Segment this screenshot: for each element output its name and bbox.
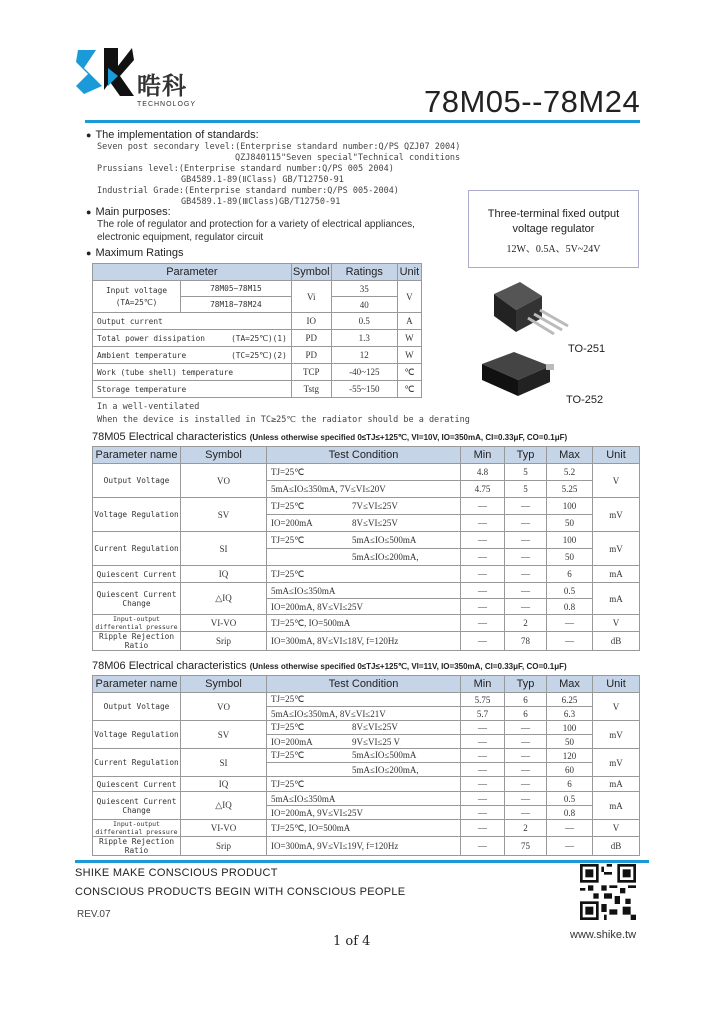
table-cell: IO=200mA 8V≤VI≤25V: [267, 515, 461, 532]
revision-label: REV.07: [77, 909, 111, 920]
ratings-note: When the device is installed in TC≥25℃ the radiator should be a derating: [97, 415, 470, 425]
table-row: [93, 820, 640, 837]
package-label: TO-251: [568, 343, 606, 355]
table-cell: Quiescent Current: [93, 777, 181, 792]
page-number: 1 of 4: [333, 934, 371, 949]
col-header: Ratings: [331, 264, 397, 281]
table-cell: —: [505, 498, 547, 515]
table-cell: Voltage Regulation: [93, 498, 181, 532]
table-row: [93, 777, 640, 792]
table-cell: —: [461, 837, 505, 856]
table-cell: Voltage Regulation: [93, 721, 181, 749]
col-header: Symbol: [291, 264, 331, 281]
col-header: Test Condition: [267, 447, 461, 464]
table-cell: Srip: [181, 837, 267, 856]
table-cell: Input-output differential pressure: [93, 615, 181, 632]
table-row: [93, 381, 422, 398]
table-cell: —: [505, 721, 547, 735]
table-row: [93, 749, 640, 763]
table-cell: —: [461, 549, 505, 566]
col-header: Typ: [505, 447, 547, 464]
table-cell: Current Regulation: [93, 532, 181, 566]
table-cell: 5: [505, 481, 547, 498]
table-cell: —: [505, 792, 547, 806]
table-cell: —: [461, 515, 505, 532]
logo-english-text: TECHNOLOGY: [137, 101, 197, 108]
table-cell: IO=300mA, 8V≤VI≤18V, f=120Hz: [267, 632, 461, 651]
table-cell: —: [461, 615, 505, 632]
table-cell: 12: [331, 347, 397, 364]
table-cell: —: [461, 632, 505, 651]
table-cell: TJ=25℃: [267, 777, 461, 792]
table-cell: 5mA≤IO≤200mA,: [267, 763, 461, 777]
to251-package-icon: [484, 276, 574, 346]
table-row: [93, 347, 422, 364]
table-cell: —: [461, 583, 505, 599]
table-cell: VI-VO: [181, 820, 267, 837]
table-row: [93, 313, 422, 330]
company-logo-icon: [74, 46, 136, 98]
table-cell: V: [593, 464, 640, 498]
package-images: [468, 270, 639, 420]
col-header: Unit: [593, 676, 640, 693]
table-cell: △IQ: [181, 792, 267, 820]
table-cell: mA: [593, 583, 640, 615]
table-cell: TJ=25℃, IO=500mA: [267, 615, 461, 632]
standards-line: Seven post secondary level:(Enterprise standard number:Q/PS QZJ07 2004): [97, 142, 461, 152]
logo-chinese-text: 晧科: [137, 72, 187, 100]
purposes-heading: ● Main purposes:: [86, 206, 171, 218]
table-cell: 5mA≤IO≤350mA, 7V≤VI≤20V: [267, 481, 461, 498]
table-cell: -55~150: [331, 381, 397, 398]
table-cell: —: [547, 837, 593, 856]
table-cell: mA: [593, 792, 640, 820]
table-cell: SI: [181, 749, 267, 777]
table-cell: mA: [593, 777, 640, 792]
table-cell: 78M05~78M15: [181, 281, 292, 297]
table-cell: VI-VO: [181, 615, 267, 632]
table-cell: —: [461, 806, 505, 820]
table-cell: dB: [593, 632, 640, 651]
footer-slogan: CONSCIOUS PRODUCTS BEGIN WITH CONSCIOUS PEOPLE: [75, 886, 406, 898]
table-cell: 6: [547, 566, 593, 583]
table-cell: TJ=25℃: [267, 693, 461, 707]
table-cell: IO=200mA, 9V≤VI≤25V: [267, 806, 461, 820]
table-cell: 78M18~78M24: [181, 297, 292, 313]
max-ratings-heading: ● Maximum Ratings: [86, 247, 183, 259]
table-cell: TJ=25℃, IO=500mA: [267, 820, 461, 837]
package-label: TO-252: [566, 394, 604, 406]
table-cell: dB: [593, 837, 640, 856]
table-cell: 50: [547, 549, 593, 566]
table-cell: 100: [547, 532, 593, 549]
electrical-table-78m05: [92, 446, 640, 651]
standards-line: GB4589.1-89(ⅡClass) GB/T12750-91: [181, 175, 344, 185]
table-cell: 6.25: [547, 693, 593, 707]
table-cell: 4.8: [461, 464, 505, 481]
table-cell: —: [505, 583, 547, 599]
standards-heading: ● The implementation of standards:: [86, 129, 259, 141]
electrical-table-78m06: [92, 675, 640, 856]
footer-slogan: SHIKE MAKE CONSCIOUS PRODUCT: [75, 867, 278, 879]
table-cell: ℃: [397, 364, 421, 381]
col-header: Parameter: [93, 264, 292, 281]
standards-line: Industrial Grade:(Enterprise standard number:Q/PS 005-2004): [97, 186, 399, 196]
table-cell: mV: [593, 749, 640, 777]
table-row: [93, 464, 640, 481]
table-cell: ℃: [397, 381, 421, 398]
table-cell: Quiescent Current Change: [93, 583, 181, 615]
table-cell: Output current: [93, 313, 292, 330]
table-cell: —: [461, 599, 505, 615]
table-cell: V: [593, 615, 640, 632]
table-cell: —: [505, 806, 547, 820]
table-row: [93, 583, 640, 599]
table-cell: VO: [181, 464, 267, 498]
table-cell: 100: [547, 498, 593, 515]
table-cell: Srip: [181, 632, 267, 651]
header-divider: [85, 120, 640, 123]
table-cell: 0.5: [547, 583, 593, 599]
table-cell: IQ: [181, 566, 267, 583]
col-header: Max: [547, 676, 593, 693]
table-cell: —: [461, 763, 505, 777]
table-cell: 6: [505, 693, 547, 707]
table-cell: 6: [505, 707, 547, 721]
table-cell: Quiescent Current Change: [93, 792, 181, 820]
table-row: [93, 632, 640, 651]
table-cell: —: [505, 549, 547, 566]
feature-box: [468, 190, 639, 268]
table-cell: 120: [547, 749, 593, 763]
table-cell: TJ=25℃ 8V≤VI≤25V: [267, 721, 461, 735]
table-cell: TJ=25℃ 5mA≤IO≤500mA: [267, 532, 461, 549]
table-cell: mV: [593, 721, 640, 749]
col-header: Typ: [505, 676, 547, 693]
table-cell: VO: [181, 693, 267, 721]
table-row: [93, 792, 640, 806]
table-cell: Storage temperature: [93, 381, 292, 398]
table-cell: —: [461, 721, 505, 735]
table-cell: mA: [593, 566, 640, 583]
col-header: Parameter name: [93, 447, 181, 464]
table-cell: V: [593, 820, 640, 837]
col-header: Symbol: [181, 447, 267, 464]
table-cell: mV: [593, 532, 640, 566]
table-cell: A: [397, 313, 421, 330]
table-cell: —: [547, 820, 593, 837]
table-cell: Ripple Rejection Ratio: [93, 837, 181, 856]
table-cell: PD: [291, 330, 331, 347]
table-cell: Work (tube shell) temperature: [93, 364, 292, 381]
table-row: [93, 693, 640, 707]
table-cell: 2: [505, 615, 547, 632]
standards-line: QZJ840115"Seven special"Technical conditions: [235, 153, 461, 163]
table-cell: Ambient temperature (TC=25℃)(2): [93, 347, 292, 364]
table-cell: 75: [505, 837, 547, 856]
table-cell: 5: [505, 464, 547, 481]
table-cell: PD: [291, 347, 331, 364]
table-cell: Quiescent Current: [93, 566, 181, 583]
col-header: Min: [461, 447, 505, 464]
table-cell: Output Voltage: [93, 464, 181, 498]
table-cell: —: [505, 599, 547, 615]
table-cell: SI: [181, 532, 267, 566]
table-cell: —: [461, 777, 505, 792]
table-cell: TJ=25℃: [267, 464, 461, 481]
table-cell: —: [461, 532, 505, 549]
table-cell: W: [397, 347, 421, 364]
table-cell: —: [461, 735, 505, 749]
table-cell: 50: [547, 515, 593, 532]
table-cell: TCP: [291, 364, 331, 381]
table-row: [93, 566, 640, 583]
standards-line: Prussians level:(Enterprise standard number:Q/PS 005 2004): [97, 164, 394, 174]
ratings-note: In a well-ventilated: [97, 402, 200, 412]
to252-package-icon: [474, 346, 564, 402]
col-header: Unit: [397, 264, 421, 281]
table-cell: 0.8: [547, 806, 593, 820]
table-cell: Input voltage (TA=25℃): [93, 281, 181, 313]
table-cell: 60: [547, 763, 593, 777]
table-row: [93, 498, 640, 515]
table-cell: —: [505, 566, 547, 583]
purposes-text: electronic equipment, regulator circuit: [97, 232, 264, 243]
table-cell: IO=300mA, 9V≤VI≤19V, f=120Hz: [267, 837, 461, 856]
table-cell: 5.25: [547, 481, 593, 498]
table-cell: 0.8: [547, 599, 593, 615]
table-cell: 2: [505, 820, 547, 837]
feature-line: Three-terminal fixed output voltage regulator: [487, 208, 620, 236]
table-cell: —: [461, 749, 505, 763]
table-cell: 40: [331, 297, 397, 313]
table-row: [93, 615, 640, 632]
table-cell: —: [505, 749, 547, 763]
footer-divider: [75, 860, 649, 863]
table-row: [93, 532, 640, 549]
col-header: Max: [547, 447, 593, 464]
table-cell: Total power dissipation (TA=25℃)(1): [93, 330, 292, 347]
table-cell: mV: [593, 498, 640, 532]
table-cell: —: [461, 566, 505, 583]
table-cell: Vi: [291, 281, 331, 313]
table-cell: —: [505, 777, 547, 792]
col-header: Test Condition: [267, 676, 461, 693]
section-title-78m06: 78M06 Electrical characteristics (Unless otherwise specified 0≤TJ≤+125℃, VI=11V, IO=350mA, CI=0.33μF, CO=0.1μF): [92, 660, 567, 672]
purposes-text: The role of regulator and protection for a variety of electrical appliances,: [97, 219, 415, 230]
table-cell: Tstg: [291, 381, 331, 398]
table-cell: —: [461, 792, 505, 806]
table-cell: —: [505, 735, 547, 749]
table-cell: IO=200mA 9V≤VI≤25 V: [267, 735, 461, 749]
table-cell: Input-output differential pressure: [93, 820, 181, 837]
table-cell: △IQ: [181, 583, 267, 615]
table-cell: Current Regulation: [93, 749, 181, 777]
table-cell: —: [547, 632, 593, 651]
table-cell: —: [505, 763, 547, 777]
table-cell: -40~125: [331, 364, 397, 381]
col-header: Symbol: [181, 676, 267, 693]
table-cell: —: [505, 515, 547, 532]
table-cell: Ripple Rejection Ratio: [93, 632, 181, 651]
table-cell: 5.75: [461, 693, 505, 707]
table-cell: SV: [181, 721, 267, 749]
standards-line: GB4589.1-89(ⅢClass)GB/T12750-91: [181, 197, 341, 207]
table-cell: W: [397, 330, 421, 347]
table-cell: 5mA≤IO≤350mA: [267, 792, 461, 806]
table-row: [93, 364, 422, 381]
col-header: Unit: [593, 447, 640, 464]
website-url: www.shike.tw: [570, 929, 637, 941]
table-row: [93, 837, 640, 856]
table-cell: IO: [291, 313, 331, 330]
table-cell: 50: [547, 735, 593, 749]
table-cell: 5mA≤IO≤350mA, 8V≤VI≤21V: [267, 707, 461, 721]
table-cell: —: [547, 615, 593, 632]
document-title: 78M05--78M24: [424, 84, 641, 119]
table-cell: IQ: [181, 777, 267, 792]
table-cell: 0.5: [547, 792, 593, 806]
table-cell: TJ=25℃ 5mA≤IO≤500mA: [267, 749, 461, 763]
feature-spec: 12W、0.5A、5V~24V: [506, 243, 601, 255]
table-cell: 6.3: [547, 707, 593, 721]
table-cell: 5.7: [461, 707, 505, 721]
table-cell: 0.5: [331, 313, 397, 330]
table-cell: 5mA≤IO≤350mA: [267, 583, 461, 599]
table-cell: V: [593, 693, 640, 721]
table-cell: 6: [547, 777, 593, 792]
table-row: [93, 721, 640, 735]
max-ratings-table: [92, 263, 422, 398]
table-cell: 78: [505, 632, 547, 651]
table-cell: SV: [181, 498, 267, 532]
col-header: Min: [461, 676, 505, 693]
table-cell: —: [461, 820, 505, 837]
table-cell: —: [505, 532, 547, 549]
table-row: [93, 330, 422, 347]
table-cell: 35: [331, 281, 397, 297]
table-cell: V: [397, 281, 421, 313]
section-title-78m05: 78M05 Electrical characteristics (Unless otherwise specified 0≤TJ≤+125℃, VI=10V, IO=350mA, CI=0.33μF, CO=0.1μF): [92, 431, 568, 443]
table-cell: 100: [547, 721, 593, 735]
table-cell: 4.75: [461, 481, 505, 498]
col-header: Parameter name: [93, 676, 181, 693]
table-cell: TJ=25℃: [267, 566, 461, 583]
table-cell: —: [461, 498, 505, 515]
table-cell: TJ=25℃ 7V≤VI≤25V: [267, 498, 461, 515]
table-cell: IO=200mA, 8V≤VI≤25V: [267, 599, 461, 615]
table-cell: 5mA≤IO≤200mA,: [267, 549, 461, 566]
table-cell: Output Voltage: [93, 693, 181, 721]
table-cell: 1.3: [331, 330, 397, 347]
qr-code-icon: [580, 864, 636, 920]
table-cell: 5.2: [547, 464, 593, 481]
